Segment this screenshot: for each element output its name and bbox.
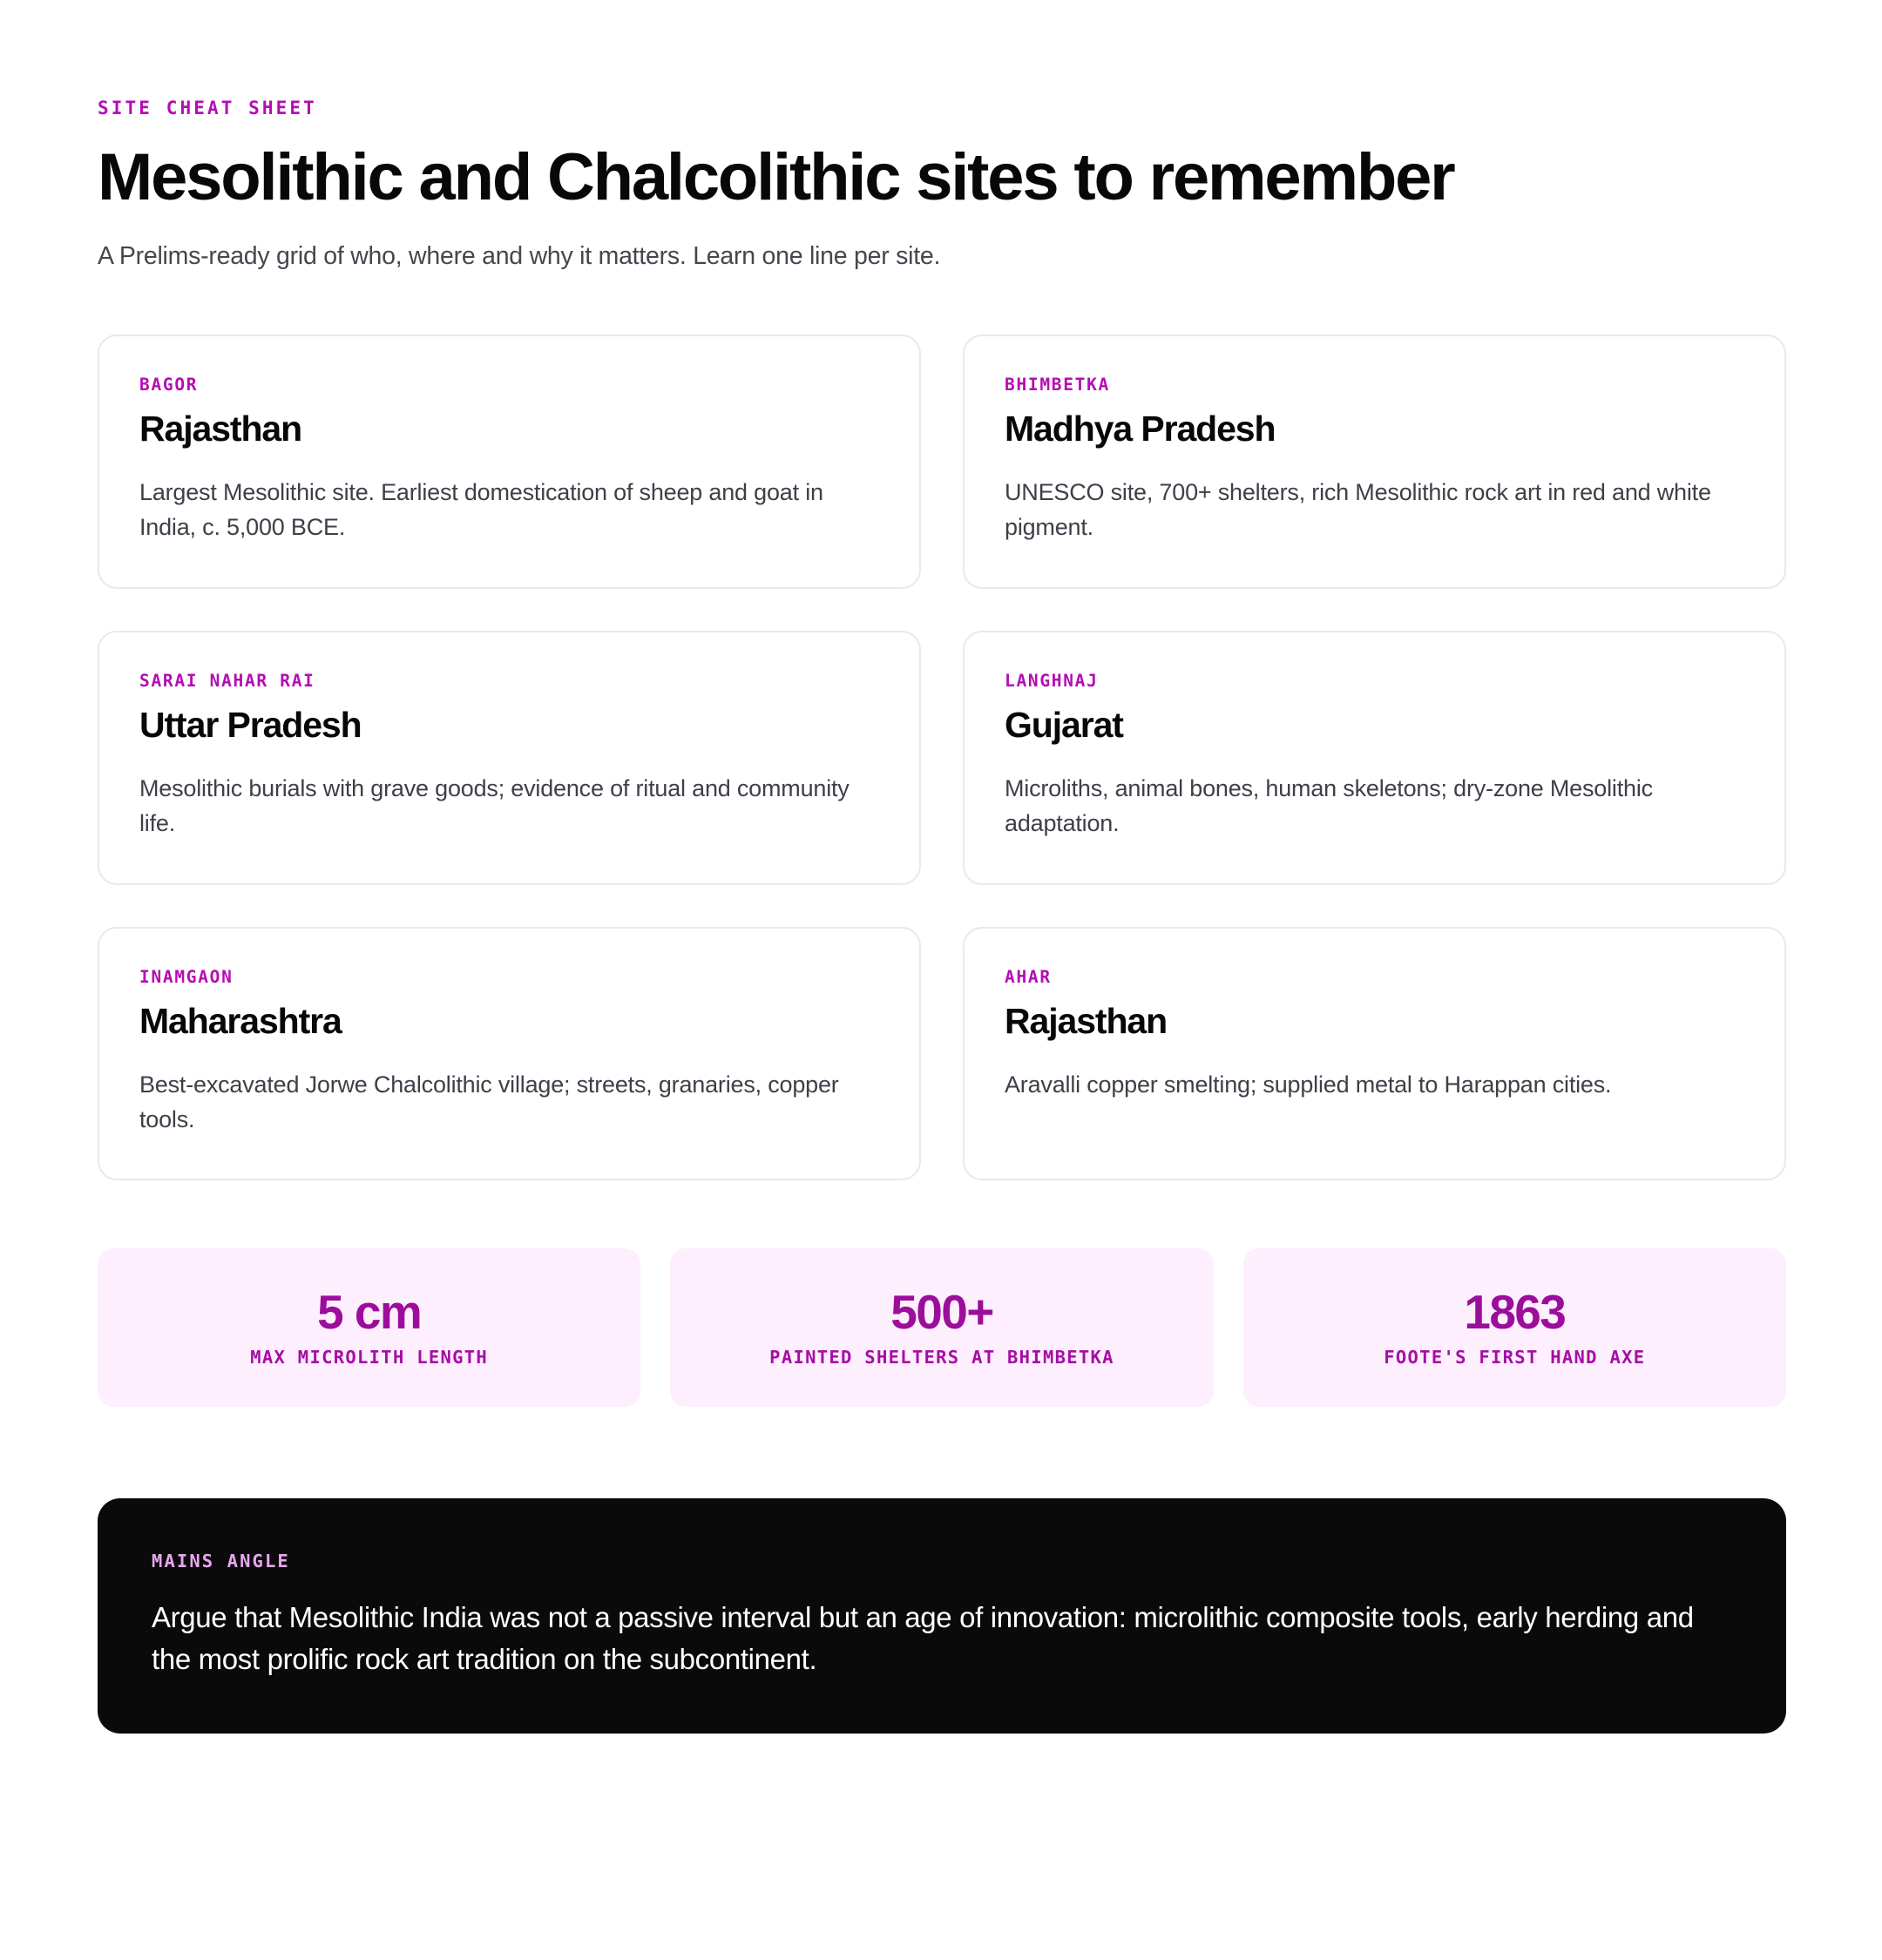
mains-angle-callout: [98, 1498, 1786, 1734]
site-card-state: Madhya Pradesh: [1005, 409, 1276, 449]
stat-value: 5 cm: [317, 1285, 422, 1340]
site-card-site-name: BAGOR: [139, 374, 199, 395]
site-card-site-name: SARAI NAHAR RAI: [139, 670, 315, 691]
site-card[interactable]: [963, 335, 1786, 589]
stat-tile: [1243, 1248, 1786, 1407]
site-card-note: Aravalli copper smelting; supplied metal to Harappan cities.: [1005, 1071, 1612, 1098]
site-card[interactable]: [98, 631, 921, 885]
site-card-note: UNESCO site, 700+ shelters, rich Mesolithic rock art in red and white pigment.: [1005, 479, 1711, 540]
site-card-state: Gujarat: [1005, 705, 1123, 746]
stat-label: MAX MICROLITH LENGTH: [250, 1347, 489, 1369]
site-card-site-name: LANGHNAJ: [1005, 670, 1099, 691]
site-card-note: Best-excavated Jorwe Chalcolithic village; streets, granaries, copper tools.: [139, 1071, 839, 1132]
stat-value: 1863: [1464, 1285, 1566, 1340]
page-subtitle: A Prelims-ready grid of who, where and why it matters. Learn one line per site.: [98, 242, 941, 271]
site-card-state: Rajasthan: [1005, 1000, 1168, 1041]
site-card-state: Rajasthan: [139, 409, 302, 449]
site-card[interactable]: [963, 927, 1786, 1181]
site-card-site-name: INAMGAON: [139, 966, 234, 987]
stat-tile: [98, 1248, 640, 1407]
site-card-site-name: BHIMBETKA: [1005, 374, 1110, 395]
page-header: [98, 98, 1786, 274]
stat-tile: [670, 1248, 1213, 1407]
stat-value: 500+: [890, 1285, 993, 1340]
site-card-state: Uttar Pradesh: [139, 705, 362, 746]
callout-body: Argue that Mesolithic India was not a passive interval but an age of innovation: microlithic composite tools, early herding and the most prolific rock art tradition on the subcontinent.: [152, 1601, 1694, 1675]
stat-label: PAINTED SHELTERS AT BHIMBETKA: [769, 1347, 1114, 1369]
site-card-grid: [98, 335, 1786, 1181]
page-title: Mesolithic and Chalcolithic sites to remember: [98, 140, 1454, 215]
site-card[interactable]: [98, 335, 921, 589]
site-card-state: Maharashtra: [139, 1000, 342, 1041]
site-card-site-name: AHAR: [1005, 966, 1052, 987]
site-card-note: Microliths, animal bones, human skeletons; dry-zone Mesolithic adaptation.: [1005, 775, 1653, 836]
page-eyebrow: SITE CHEAT SHEET: [98, 98, 317, 118]
stat-label: FOOTE'S FIRST HAND AXE: [1384, 1347, 1646, 1369]
site-card[interactable]: [98, 927, 921, 1181]
callout-eyebrow: MAINS ANGLE: [152, 1551, 290, 1572]
site-card-note: Largest Mesolithic site. Earliest domestication of sheep and goat in India, c. 5,000 BCE.: [139, 479, 823, 540]
stat-tile-row: [98, 1248, 1786, 1407]
site-card[interactable]: [963, 631, 1786, 885]
site-card-note: Mesolithic burials with grave goods; evidence of ritual and community life.: [139, 775, 850, 836]
